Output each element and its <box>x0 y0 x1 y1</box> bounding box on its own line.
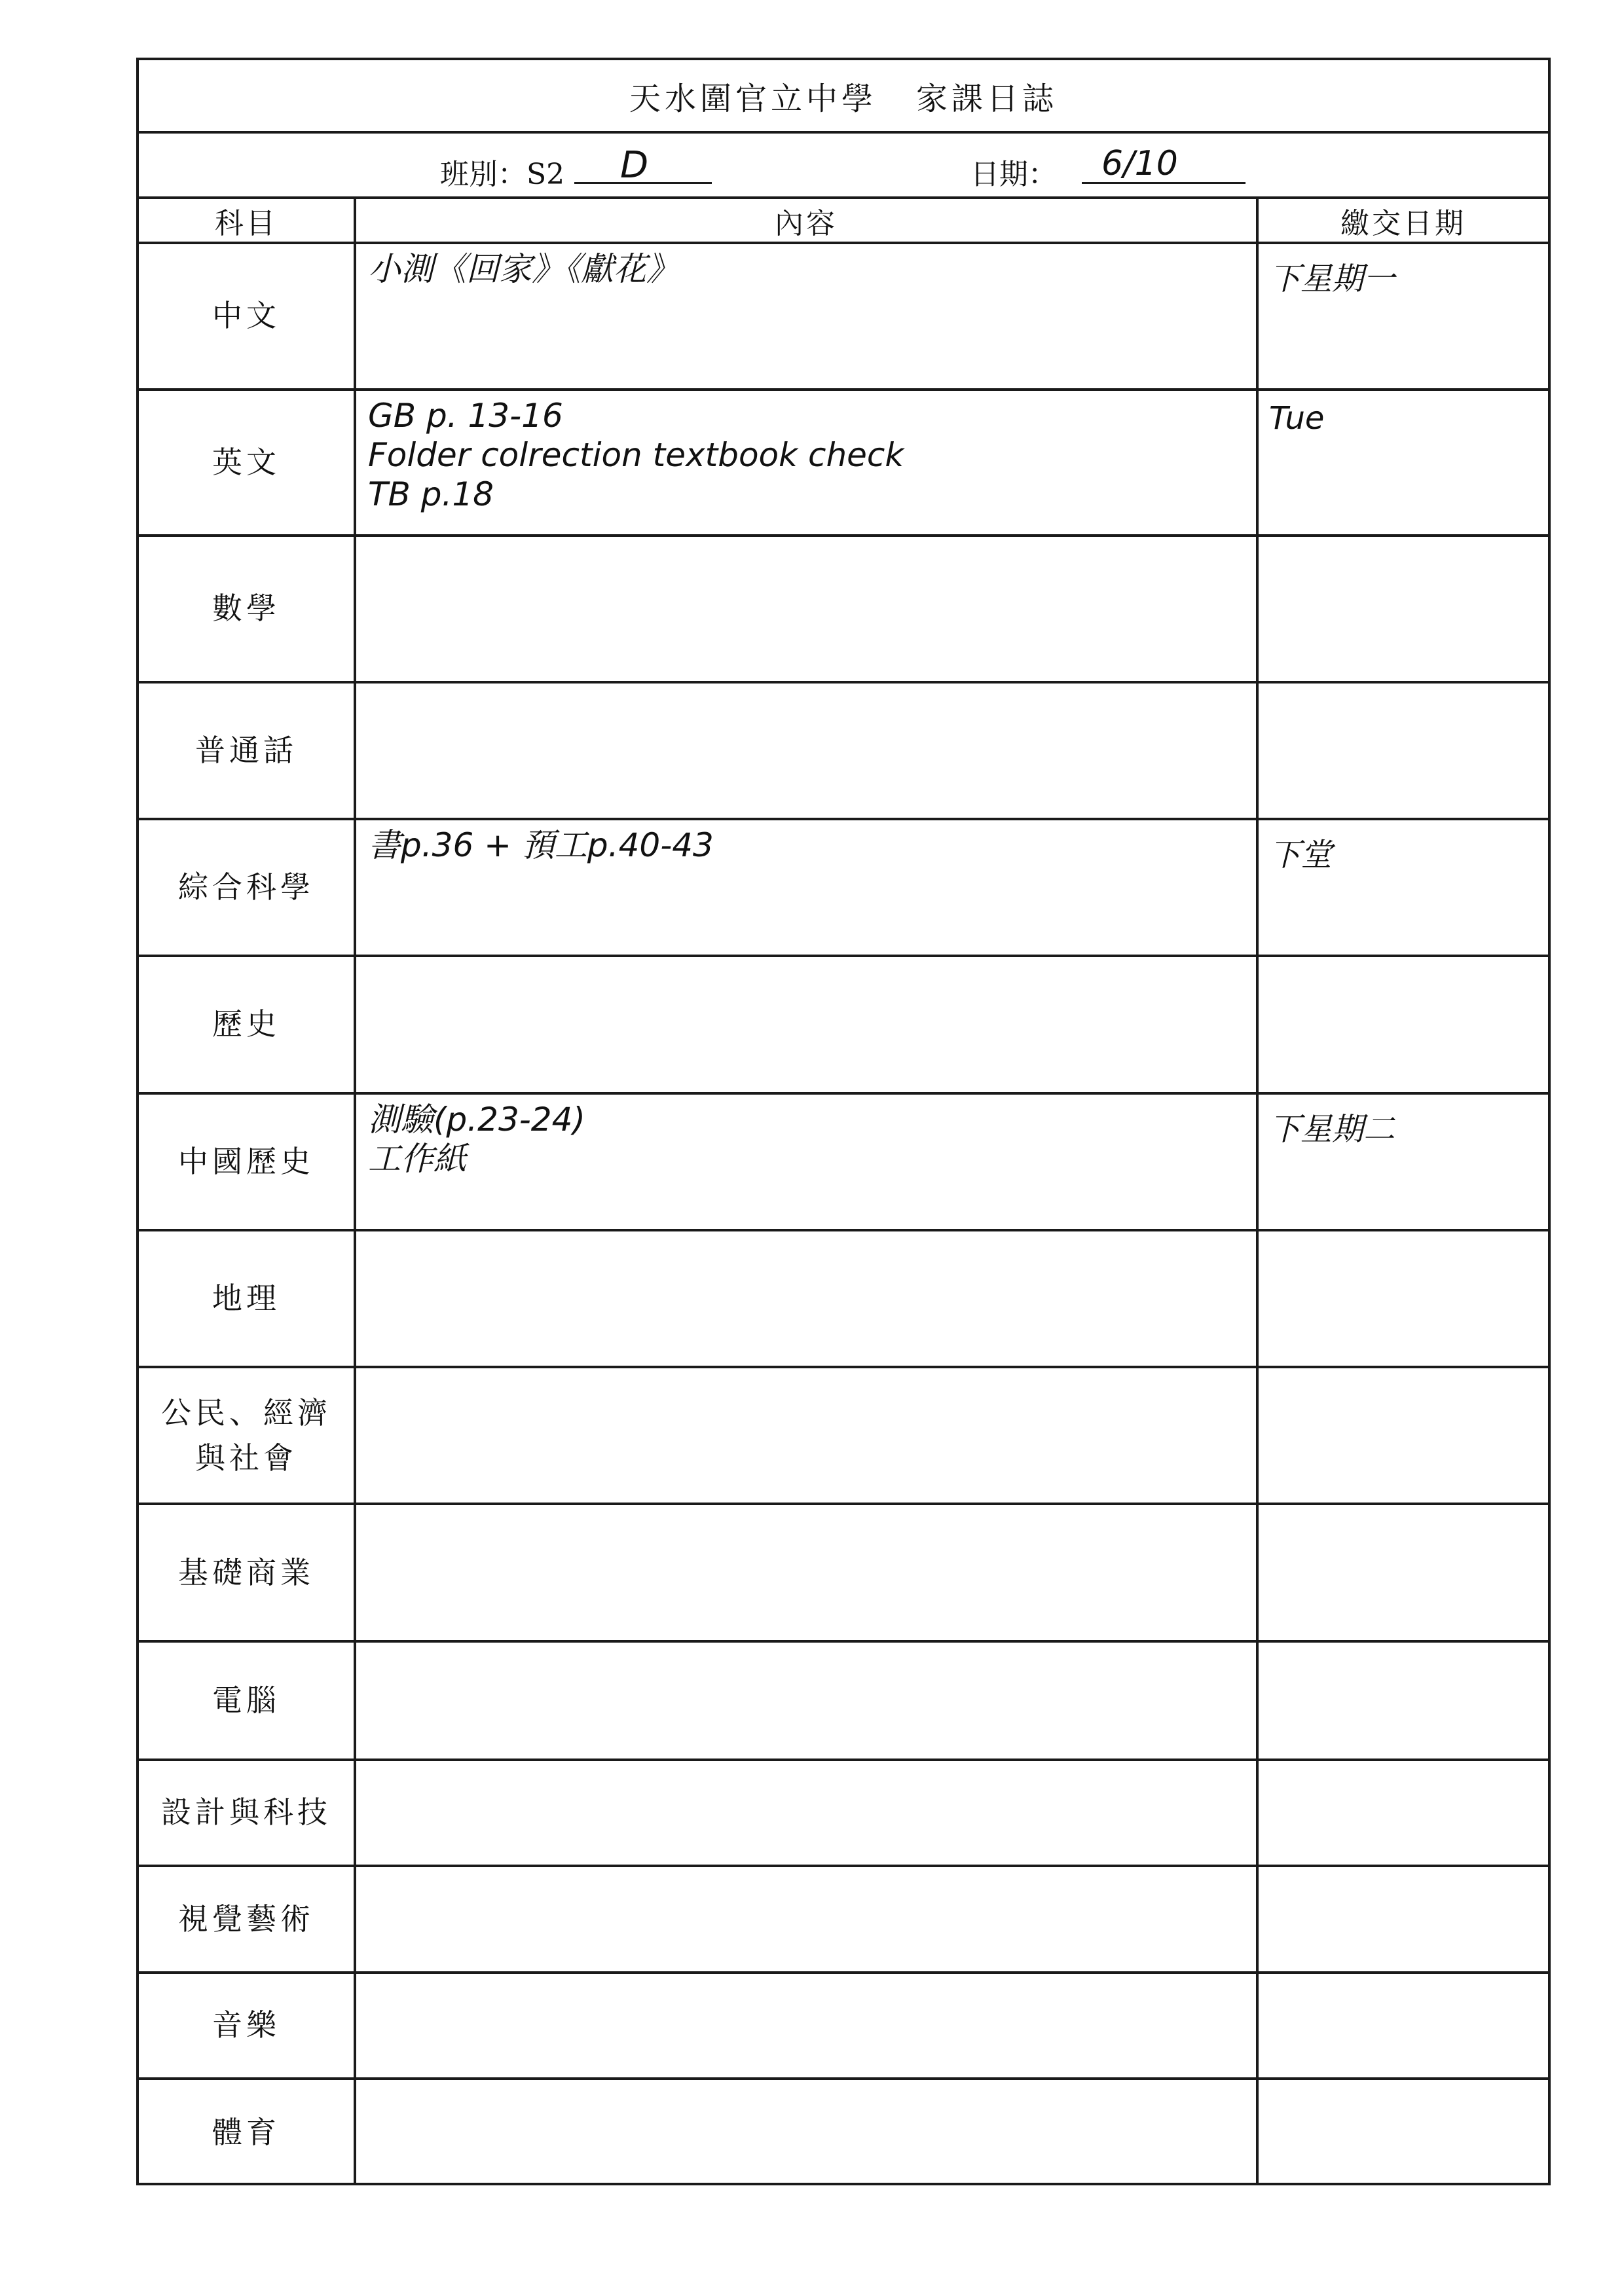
table-row <box>139 1504 1548 1641</box>
table-row <box>139 1641 1548 1760</box>
subject-cell: 體育 <box>139 2079 355 2185</box>
due-cell <box>1257 956 1548 1093</box>
content-cell <box>355 1641 1257 1760</box>
content-cell <box>355 682 1257 819</box>
table-row <box>139 390 1548 536</box>
subject-cell: 基礎商業 <box>139 1504 355 1641</box>
date-value: 6/10 <box>1101 144 1178 183</box>
table-header-row <box>139 199 1548 243</box>
table-row <box>139 2079 1548 2185</box>
content-cell <box>355 1973 1257 2079</box>
content-cell <box>355 1230 1257 1367</box>
subject-cell: 電腦 <box>139 1641 355 1760</box>
content-cell: 測驗(p.23-24) 工作紙 <box>355 1093 1257 1230</box>
homework-diary-sheet <box>136 58 1551 2185</box>
content-cell: 書p.36 + 預工p.40-43 <box>355 819 1257 956</box>
subject-cell: 數學 <box>139 536 355 682</box>
table-row <box>139 1866 1548 1973</box>
subject-cell: 中國歷史 <box>139 1093 355 1230</box>
due-cell: 下星期一 <box>1257 243 1548 390</box>
table-row <box>139 819 1548 956</box>
table-row <box>139 1973 1548 2079</box>
content-cell <box>355 956 1257 1093</box>
class-label: 班別：S2 <box>440 158 565 191</box>
content-cell: 小測《回家》《獻花》 <box>355 243 1257 390</box>
content-cell <box>355 1866 1257 1973</box>
due-cell <box>1257 1230 1548 1367</box>
content-cell <box>355 1760 1257 1867</box>
table-row <box>139 1093 1548 1230</box>
table-row <box>139 1367 1548 1504</box>
due-cell <box>1257 1367 1548 1504</box>
subject-cell: 公民、經濟 與社會 <box>139 1367 355 1504</box>
table-row <box>139 956 1548 1093</box>
subject-cell: 普通話 <box>139 682 355 819</box>
due-cell <box>1257 1641 1548 1760</box>
due-cell: Tue <box>1257 390 1548 536</box>
table-row <box>139 1760 1548 1867</box>
content-cell <box>355 1367 1257 1504</box>
subject-cell: 歷史 <box>139 956 355 1093</box>
due-cell <box>1257 1504 1548 1641</box>
due-cell <box>1257 536 1548 682</box>
due-cell <box>1257 1973 1548 2079</box>
due-column-header: 繳交日期 <box>1257 199 1548 243</box>
due-cell <box>1257 1760 1548 1867</box>
due-cell: 下堂 <box>1257 819 1548 956</box>
subject-cell: 地理 <box>139 1230 355 1367</box>
content-cell <box>355 536 1257 682</box>
due-cell <box>1257 682 1548 819</box>
due-cell <box>1257 1866 1548 1973</box>
table-row <box>139 682 1548 819</box>
subject-cell: 音樂 <box>139 1973 355 2079</box>
content-cell: GB p. 13-16 Folder colrection textbook check TB p.18 <box>355 390 1257 536</box>
subject-cell: 設計與科技 <box>139 1760 355 1867</box>
subject-column-header: 科目 <box>139 199 355 243</box>
table-row <box>139 536 1548 682</box>
content-column-header: 內容 <box>355 199 1257 243</box>
info-row <box>139 134 1548 199</box>
subject-cell: 英文 <box>139 390 355 536</box>
class-value: D <box>620 144 649 187</box>
date-label: 日期： <box>970 158 1057 191</box>
due-cell <box>1257 2079 1548 2185</box>
content-cell <box>355 2079 1257 2185</box>
diary-title: 家課日誌 <box>916 80 1058 117</box>
due-cell: 下星期二 <box>1257 1093 1548 1230</box>
table-row <box>139 243 1548 390</box>
subject-cell: 中文 <box>139 243 355 390</box>
table-row <box>139 1230 1548 1367</box>
homework-table <box>139 199 1548 2185</box>
content-cell <box>355 1504 1257 1641</box>
subject-cell: 綜合科學 <box>139 819 355 956</box>
subject-cell: 視覺藝術 <box>139 1866 355 1973</box>
school-name: 天水圍官立中學 <box>629 80 877 117</box>
title-row <box>139 60 1548 134</box>
